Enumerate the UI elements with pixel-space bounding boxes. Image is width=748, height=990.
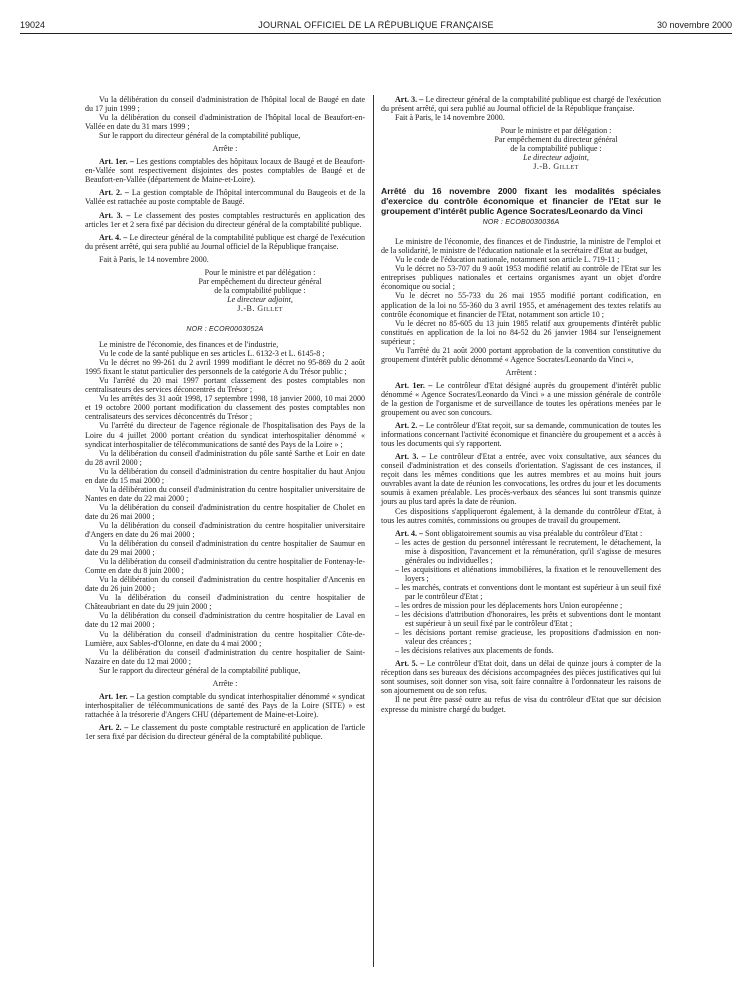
article-text: La gestion comptable du syndicat interhospitalier dénommé « syndicat interhospitalier de télécommunications de santé des Pays de la Loire (SITE) » est rattachée à la trésorerie d'Angers CHU (département de Maine-et-Loire). [85,691,366,719]
paragraph: Vu l'arrêté du 20 mai 1997 portant classement des postes comptables non centralisateurs des services déconcentrés du Trésor ; [85,376,365,395]
paragraph: Vu la délibération du conseil d'administration du centre hospitalier universitaire d'Angers en date du 26 mai 2000 ; [85,520,365,540]
signatory: J.-B. Gillet [533,162,579,172]
article-label: Art. 3. – [395,95,424,104]
arretent-heading: Arrêtent : [505,367,537,377]
visas-list [381,237,661,364]
paragraph: Vu la délibération du conseil d'administration de l'hôpital local de Baugé en date du 17 juin 1999 ; [85,95,365,114]
paragraph: Vu la délibération du conseil d'administration du centre hospitalier d'Ancenis en date du 26 juin 2000 ; [85,575,365,594]
article-text: Le directeur général de la comptabilité publique est chargé de l'exécution du présent arrêté, qui sera publié au Journal officiel de la République française. [85,232,365,251]
article-label: Art. 2. – [99,722,129,732]
done-at: Fait à Paris, le 14 novembre 2000. [99,254,209,264]
signatory: J.-B. Gillet [237,303,283,313]
signature-block [85,268,365,313]
column-separator [373,95,374,967]
paragraph: Vu la délibération du conseil d'administration du centre hospitalier Côte-de-Lumière, aux Sables-d'Olonne, en date du 4 mai 2000 ; [85,629,365,648]
article-text: Le contrôleur d'Etat a entrée, avec voix consultative, aux séances du conseil d'administration et des conseils d'orientation. S'agissant de ces instances, il reçoit dans les mêmes conditions que les autres membres et au moins huit jours ouvrables avant la date de réunion les convocations, les ordres du jour et les documents soumis à examen préalable. Les procès-verbaux des séances lui sont transmis quinze jours au plus tard après la date de réunion. [381,452,661,507]
visa-items-list [381,538,661,656]
list-item: – les acquisitions et aliénations immobilières, la fixation et le renouvellement des loyers ; [395,564,661,583]
journal-title: JOURNAL OFFICIEL DE LA RÉPUBLIQUE FRANÇAISE [258,20,494,30]
article-label: Art. 1er. – [99,691,134,701]
article [381,452,661,506]
article-label: Art. 5. – [395,659,425,669]
paragraph: Sur le rapport du directeur général de la comptabilité publique, [99,131,301,141]
article [85,692,365,719]
paragraph: Vu le décret no 55-733 du 26 mai 1955 modifié portant codification, en application de la loi no 55-360 du 3 avril 1955, et aménagement des textes relatifs au contrôle économique et financier de l'Etat, notamment son article 10 ; [381,291,661,319]
paragraph: Vu la délibération du conseil d'administration du centre hospitalier de Fontenay-le-Comte en date du 8 juin 2000 ; [85,557,365,576]
paragraph: Vu la délibération du conseil d'administration de l'hôpital local de Beaufort-en-Vallée en date du 31 mars 1999 ; [85,113,365,132]
page-number: 19024 [20,20,46,30]
article-text: Le classement des postes comptables restructurés en application des articles 1er et 2 sera fixé par décision du directeur général de la comptabilité publique. [85,210,365,229]
article-text: Le contrôleur d'Etat reçoit, sur sa demande, communication de toutes les informations concernant l'activité économique et financière du groupement et a accès à tous les documents qui s'y rapportent. [381,421,661,449]
decree-title: Arrêté du 16 novembre 2000 fixant les modalités spéciales d'exercice du contrôle économique et financier de l'Etat sur le groupement d'intérêt public Agence Socrates/Leonardo da Vinci [381,186,661,216]
article-label: Art. 2. – [395,421,424,431]
article [381,381,661,417]
paragraph: Vu la délibération du conseil d'administration du centre hospitalier de Châteaubriant en date du 29 juin 2000 ; [85,593,365,612]
paragraph: Vu l'arrêté du 21 août 2000 portant approbation de la convention constitutive du groupement d'intérêt public dénommé « Agence Socrates/Leonardo da Vinci », [381,345,661,364]
nor-reference: NOR : ECOR0003052A [186,325,264,333]
article-text: Le classement du poste comptable restructuré en application de l'article 1er sera fixé par décision du directeur général de la comptabilité publique. [85,722,365,741]
article-text: Sont obligatoirement soumis au visa préalable du contrôleur d'Etat : [423,528,643,538]
article-label: Art. 1er. – [99,157,134,167]
paragraph: Vu la délibération du conseil d'administration du pôle santé Sarthe et Loir en date du 28 avril 2000 ; [85,448,365,467]
article-label: Art. 1er. – [395,380,433,390]
article-text: Le contrôleur d'Etat désigné auprès du groupement d'intérêt public dénommé « Agence Socrates/Leonardo da Vinci » a une mission générale de contrôle de la gestion de l'organisme et de surveillance de toutes les opérations menées par le groupement ou avec son concours. [381,380,662,418]
paragraph: Le ministre de l'économie, des finances et de l'industrie, [99,340,279,350]
article-label: Art. 3. – [99,210,131,220]
article-label: Art. 2. – [99,188,129,198]
article-text: La gestion comptable de l'hôpital intercommunal du Baugeois et de la Vallée est rattachée au poste comptable de Baugé. [85,188,365,207]
header-rule [20,33,732,34]
paragraph: Vu le décret no 99-261 du 2 avril 1999 modifiant le décret no 95-869 du 2 août 1995 fixant le statut particulier des personnels de la catégorie A du Trésor public ; [85,358,365,377]
paragraph: Vu la délibération du conseil d'administration du centre hospitalier universitaire de Nantes en date du 22 mai 2000 ; [85,484,365,503]
list-item: – les ordres de mission pour les déplacements hors Union européenne ; [395,600,623,610]
article [381,421,661,448]
done-at: Fait à Paris, le 14 novembre 2000. [395,113,505,123]
article-label: Art. 4. – [395,528,423,538]
signature-line: Pour le ministre et par délégation : [500,126,612,136]
article [85,723,365,741]
article [85,211,365,229]
list-item: – les décisions relatives aux placements de fonds. [395,646,554,656]
list-item: – les actes de gestion du personnel intéressant le recrutement, le détachement, la mise à disposition, l'avancement et la rémunération, qu'il s'agisse de mesures générales ou individuelles ; [395,537,661,565]
list-item: – les décisions portant remise gracieuse, les propositions d'admission en non-valeur des créances ; [395,628,661,647]
article [381,95,661,113]
article [85,157,365,184]
signature-line: Le directeur adjoint, [523,153,589,163]
arrete-heading: Arrête : [212,144,238,154]
signature-block [381,126,661,171]
article [381,659,661,695]
list-item: – les décisions d'attribution d'honoraires, les prêts et subventions dont le montant est supérieur à un seuil fixé par le contrôleur d'Etat ; [395,610,661,629]
article [85,188,365,206]
paragraph: Vu le décret no 85-605 du 13 juin 1985 relatif aux groupements d'intérêt public constitués en application de la loi no 84-52 du 26 janvier 1984 sur l'enseignement supérieur ; [381,318,661,346]
page-header [20,20,732,34]
signature-line: Par empêchement du directeur général [494,135,618,145]
signature-line: Pour le ministre et par délégation : [204,267,316,277]
paragraph: Vu les arrêtés des 31 août 1998, 17 septembre 1998, 18 janvier 2000, 10 mai 2000 et 19 octobre 2000 portant modification du classement des postes comptables non centralisateurs des services déconcentrés du Trésor ; [85,394,365,422]
issue-date: 30 novembre 2000 [656,20,732,30]
right-column [381,95,661,714]
article-text: Le contrôleur d'Etat doit, dans un délai de quinze jours à compter de la réception dans ses bureaux des décisions accompagnées des pièces justificatives qui lui sont soumises, soit donner son visa, soit faire connaître à l'ordonnateur les raisons de son ajournement ou de son refus. [381,659,661,696]
paragraph: Vu le code de la santé publique en ses articles L. 6132-3 et L. 6145-8 ; [99,349,325,359]
paragraph: Vu l'arrêté du directeur de l'agence régionale de l'hospitalisation des Pays de la Loire du 4 juillet 2000 portant création du syndicat interhospitalier dénommé « syndicat interhospitalier de télécommunications de santé des Pays de la Loire » ; [85,421,365,449]
list-item: – les marchés, contrats et conventions dont le montant est supérieur à un seuil fixé par le contrôleur d'Etat ; [395,582,661,601]
paragraph: Vu la délibération du conseil d'administration du centre hospitalier du haut Anjou en date du 15 mai 2000 ; [85,466,365,485]
left-column [85,95,365,741]
visas-list [85,340,365,675]
signature-line: Par empêchement du directeur général [198,276,322,286]
paragraph: Vu le code de l'éducation nationale, notamment son article L. 719-11 ; [395,255,620,265]
article [381,529,661,538]
signature-line: de la comptabilité publique : [214,285,306,295]
article-label: Art. 4. – [99,232,128,242]
signature-line: de la comptabilité publique : [510,144,602,154]
article-text: Les gestions comptables des hôpitaux locaux de Baugé et de Beaufort-en-Vallée sont respectivement disjointes des postes comptables de Baugé et de Beaufort-en-Vallée (département de Maine-et-Loire). [85,157,366,185]
article-text: Le directeur général de la comptabilité publique est chargé de l'exécution du présent arrêté, qui sera publié au Journal officiel de la République française. [381,95,661,114]
arrete-heading: Arrête : [212,678,238,688]
signature-line: Le directeur adjoint, [227,294,293,304]
paragraph: Ces dispositions s'appliqueront également, à la demande du contrôleur d'Etat, à tous les autres comités, commissions ou groupes de travail du groupement. [381,506,661,525]
paragraph: Il ne peut être passé outre au refus de visa du contrôleur d'Etat que sur décision expresse du ministre chargé du budget. [381,695,661,714]
paragraph: Vu la délibération du conseil d'administration du centre hospitalier de Saumur en date du 29 mai 2000 ; [85,539,365,558]
article [85,233,365,251]
paragraph: Vu la délibération du conseil d'administration du centre hospitalier de Laval en date du 12 mai 2000 ; [85,611,365,630]
paragraph: Vu la délibération du conseil d'administration du centre hospitalier de Saint-Nazaire en date du 12 mai 2000 ; [85,647,365,666]
paragraph: Vu la délibération du conseil d'administration du centre hospitalier de Cholet en date du 26 mai 2000 ; [85,502,365,521]
paragraph: Le ministre de l'économie, des finances et de l'industrie, la ministre de l'emploi et de la solidarité, le ministre de l'éducation nationale et la secrétaire d'Etat au budget, [381,237,661,256]
paragraph: Vu le décret no 53-707 du 9 août 1953 modifié relatif au contrôle de l'Etat sur les entreprises publiques nationales et certains organismes ayant un objet d'ordre économique ou social ; [381,264,661,292]
nor-reference: NOR : ECOB0030036A [482,219,560,227]
article-label: Art. 3. – [395,452,426,462]
paragraph: Sur le rapport du directeur général de la comptabilité publique, [99,665,301,675]
